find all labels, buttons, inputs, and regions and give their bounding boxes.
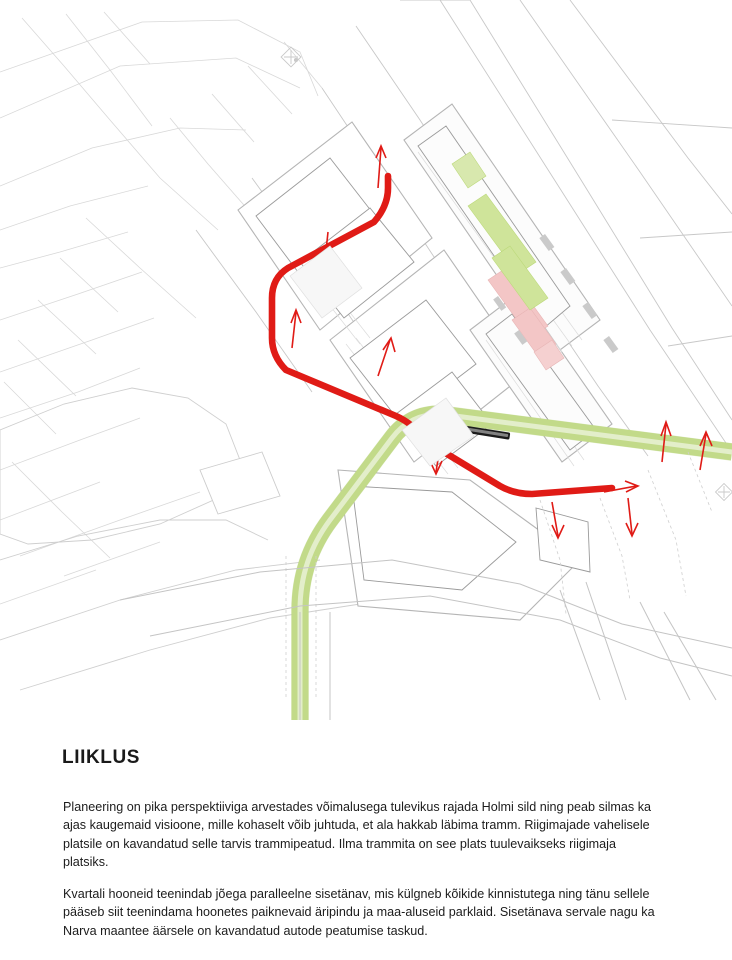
caption-text [63, 798, 663, 940]
page-title: LIIKLUS [62, 747, 141, 768]
caption-paragraph: Planeering on pika perspektiiviga arvestades võimalusega tulevikus rajada Holmi sild ning peab silmas ka ajas kaugemaid visioone, mille kohaselt võib juhtuda, et ala hakkab läbima tramm. Riigimajade vahelisele platsile on kavandatud selle tarvis trammipeatud. Ilma trammita on see plats tuulevaikseks riigimaja platsiks. [63, 800, 652, 869]
caption-block [0, 720, 732, 960]
caption-paragraph: Kvartali hooneid teenindab jõega paralleelne sisetänav, mis külgneb kõikide kinnistutega ning tänu sellele pääseb siit teenindama hoonetes paiknevaid äripindu ja maa-aluseid parklaid. Sisetänava servale nagu ka Narva maantee äärsele on kavandatud autode peatumise taskud. [63, 887, 655, 938]
